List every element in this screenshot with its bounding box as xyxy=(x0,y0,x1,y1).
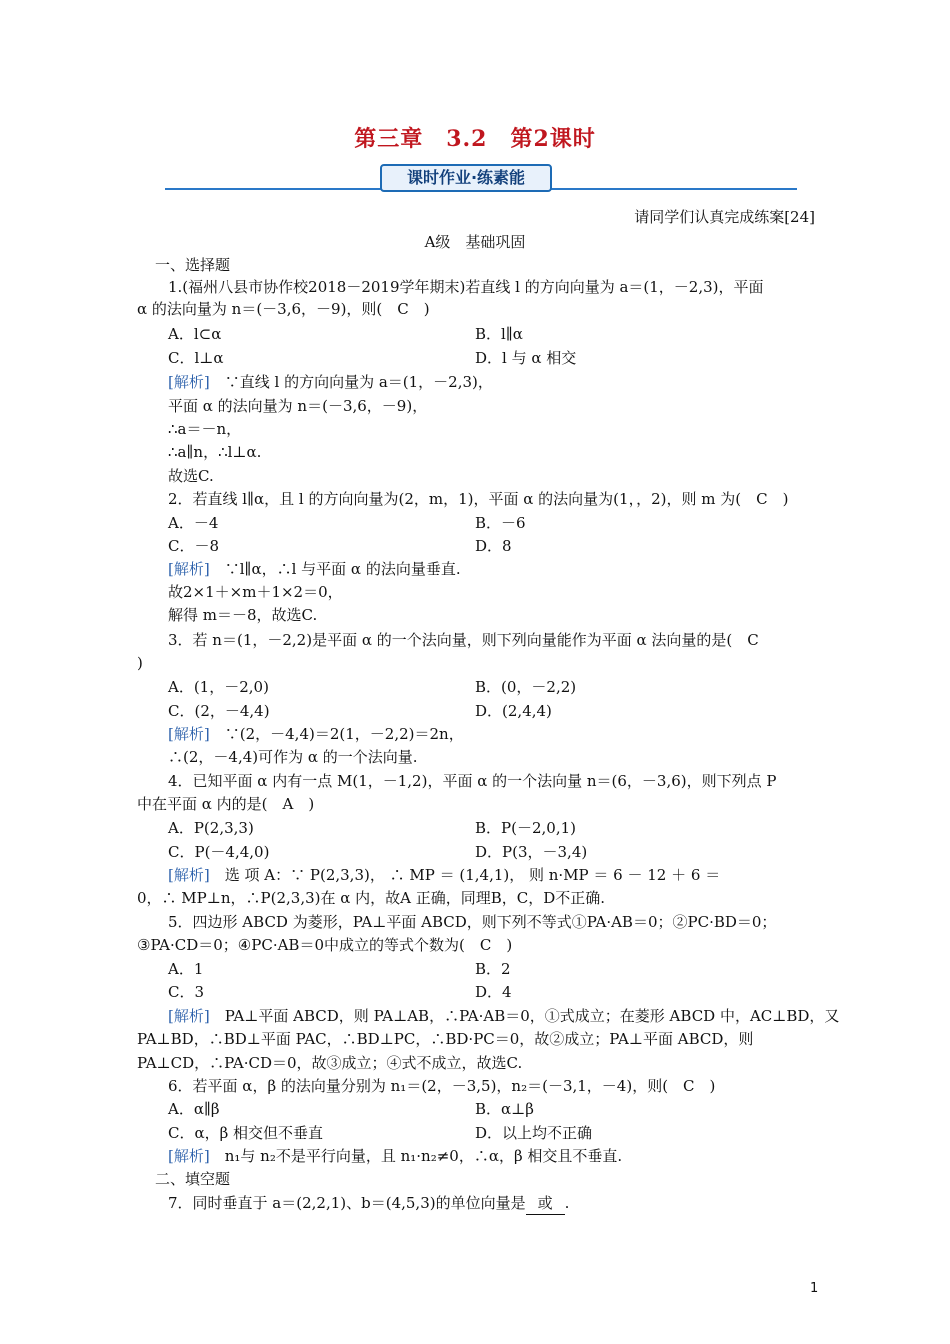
q5-solution-2: PA⊥BD，∴BD⊥平面 PAC，∴BD⊥PC，∴BD·PC＝0，故②成立；PA⊥平面 ABCD，则 xyxy=(137,1030,754,1048)
banner xyxy=(0,164,950,192)
q5-option-c: C．3 xyxy=(168,983,205,1001)
page-title: 第三章 3.2 第2课时 xyxy=(354,126,596,152)
q1-solution-5: 故选C. xyxy=(168,467,214,485)
q1-solution-4: ∴a∥n，∴l⊥α. xyxy=(168,443,262,461)
q3-option-b: B．(0，－2,2) xyxy=(475,678,577,696)
q7-end: . xyxy=(564,1194,570,1212)
q1-solution-2: 平面 α 的法向量为 n＝(－3,6，－9)， xyxy=(168,397,428,415)
q7-stem-line xyxy=(168,1192,569,1215)
q6-solution-line xyxy=(168,1145,622,1167)
q5-solution-line xyxy=(168,1005,839,1027)
q5-option-d: D．4 xyxy=(475,983,512,1001)
case-reference: 请同学们认真完成练案[24] xyxy=(634,208,815,226)
q1-option-d: D．l 与 α 相交 xyxy=(475,349,577,367)
q3-solution-2: ∴(2，－4,4)可作为 α 的一个法向量. xyxy=(168,748,418,766)
q6-option-d: D．以上均不正确 xyxy=(475,1124,593,1142)
q2-solution-text: ∵l∥α，∴l 与平面 α 的法向量垂直. xyxy=(224,560,461,578)
solution-tag: [解析] xyxy=(168,373,210,391)
page-number: 1 xyxy=(810,1281,819,1296)
solution-tag: [解析] xyxy=(168,1007,210,1025)
q7-stem: 7．同时垂直于 a＝(2,2,1)、b＝(4,5,3)的单位向量是 xyxy=(168,1194,526,1212)
q1-option-c: C．l⊥α xyxy=(168,349,224,367)
q3-solution-text: ∵(2，－4,4)＝2(1，－2,2)＝2n， xyxy=(224,725,464,743)
q1-stem-cont: α 的法向量为 n＝(－3,6，－9)，则( C ) xyxy=(137,300,430,318)
solution-tag: [解析] xyxy=(168,866,210,884)
q4-solution-line xyxy=(168,864,720,886)
q2-solution-3: 解得 m＝－8，故选C. xyxy=(168,606,318,624)
banner-label: 课时作业·练素能 xyxy=(380,164,552,192)
q7-answer-blank: 或 xyxy=(526,1192,565,1215)
q5-solution-text: PA⊥平面 ABCD，则 PA⊥AB，∴PA·AB＝0，①式成立；在菱形 ABCD 中，AC⊥BD，又 xyxy=(224,1007,840,1025)
q2-option-a: A．－4 xyxy=(168,514,219,532)
q2-option-d: D．8 xyxy=(475,537,512,555)
solution-tag: [解析] xyxy=(168,725,210,743)
q3-option-c: C．(2，－4,4) xyxy=(168,702,270,720)
q2-option-c: C．－8 xyxy=(168,537,220,555)
q4-option-c: C．P(－4,4,0) xyxy=(168,843,270,861)
q3-stem-cont: ) xyxy=(137,654,143,672)
q3-solution-line xyxy=(168,723,464,745)
q5-solution-3: PA⊥CD，∴PA·CD＝0，故③成立；④式不成立，故选C. xyxy=(137,1054,523,1072)
q6-stem: 6．若平面 α，β 的法向量分别为 n₁＝(2，－3,5)，n₂＝(－3,1，－4)，则( C ) xyxy=(168,1077,716,1095)
q2-stem: 2．若直线 l∥α，且 l 的方向向量为(2，m，1)，平面 α 的法向量为(1，，2)，则 m 为( C ) xyxy=(168,490,789,508)
solution-tag: [解析] xyxy=(168,1147,210,1165)
q3-option-a: A．(1，－2,0) xyxy=(168,678,269,696)
q2-solution-line xyxy=(168,558,461,580)
q1-stem: 1.(福州八县市协作校2018－2019学年期末)若直线 l 的方向向量为 a＝(1，－2,3)，平面 xyxy=(168,278,764,296)
q6-option-a: A．α∥β xyxy=(168,1100,220,1118)
q4-stem-cont: 中在平面 α 内的是( A ) xyxy=(137,795,315,813)
q5-option-b: B．2 xyxy=(475,960,511,978)
q4-solution-2: 0，∴ MP⊥n，∴P(2,3,3)在 α 内，故A 正确，同理B，C，D不正确. xyxy=(137,889,606,907)
q6-option-c: C．α，β 相交但不垂直 xyxy=(168,1124,324,1142)
q1-solution-text: ∵直线 l 的方向向量为 a＝(1，－2,3)， xyxy=(224,373,493,391)
section-fill: 二、填空题 xyxy=(155,1170,231,1188)
q4-stem: 4．已知平面 α 内有一点 M(1，－1,2)，平面 α 的一个法向量 n＝(6，－3,6)，则下列点 P xyxy=(168,772,777,790)
q5-option-a: A．1 xyxy=(168,960,204,978)
q5-stem: 5．四边形 ABCD 为菱形，PA⊥平面 ABCD，则下列不等式①PA·AB＝0；②PC·BD＝0； xyxy=(168,913,777,931)
q1-option-a: A．l⊂α xyxy=(168,325,222,343)
q4-option-a: A．P(2,3,3) xyxy=(168,819,254,837)
q2-solution-2: 故2×1＋×m＋1×2＝0， xyxy=(168,583,343,601)
q6-solution-text: n₁与 n₂不是平行向量，且 n₁·n₂≠0，∴α，β 相交且不垂直. xyxy=(224,1147,623,1165)
q4-option-b: B．P(－2,0,1) xyxy=(475,819,576,837)
q3-stem: 3．若 n＝(1，－2,2)是平面 α 的一个法向量，则下列向量能作为平面 α 法向量的是( C xyxy=(168,631,759,649)
level-heading: A级 基础巩固 xyxy=(424,233,526,251)
section-choice: 一、选择题 xyxy=(155,256,231,274)
q3-option-d: D．(2,4,4) xyxy=(475,702,552,720)
q6-option-b: B．α⊥β xyxy=(475,1100,534,1118)
q1-solution-line xyxy=(168,371,493,393)
q1-solution-3: ∴a＝－n， xyxy=(168,420,242,438)
q4-option-d: D．P(3，－3,4) xyxy=(475,843,588,861)
q1-option-b: B．l∥α xyxy=(475,325,523,343)
q2-option-b: B．－6 xyxy=(475,514,526,532)
solution-tag: [解析] xyxy=(168,560,210,578)
q5-stem-cont: ③PA·CD＝0；④PC·AB＝0中成立的等式个数为( C ) xyxy=(137,936,513,954)
q4-solution-text: 选 项 A：∵ P(2,3,3)， ∴ MP ＝ (1,4,1)， 则 n·MP ＝ 6 － 12 ＋ 6 ＝ xyxy=(224,866,721,884)
